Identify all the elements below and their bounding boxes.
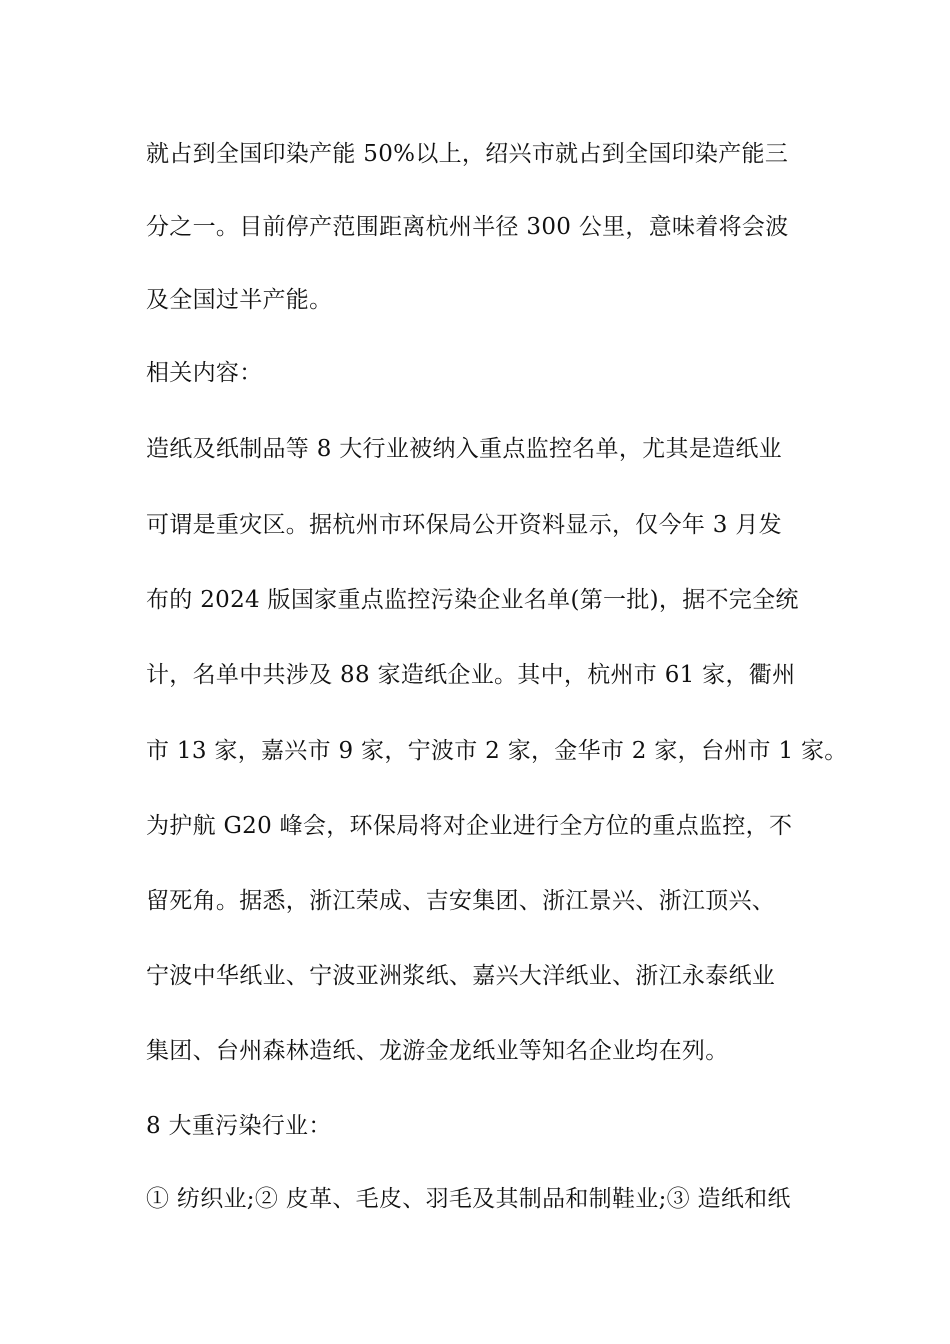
section-heading: 相关内容： [146, 360, 263, 386]
text-line: 造纸及纸制品等 8 大行业被纳入重点监控名单，尤其是造纸业 [146, 436, 782, 462]
text-line: 可谓是重灾区。据杭州市环保局公开资料显示，仅今年 3 月发 [146, 512, 782, 538]
text-line: 市 13 家，嘉兴市 9 家，宁波市 2 家，金华市 2 家，台州市 1 家。 [146, 738, 848, 764]
section-heading: 8 大重污染行业： [146, 1113, 332, 1139]
text-line: 就占到全国印染产能 50%以上，绍兴市就占到全国印染产能三 [146, 141, 789, 167]
text-line: 分之一。目前停产范围距离杭州半径 300 公里，意味着将会波 [146, 214, 789, 240]
text-line: 宁波中华纸业、宁波亚洲浆纸、嘉兴大洋纸业、浙江永泰纸业 [146, 963, 776, 989]
text-line: 为护航 G20 峰会，环保局将对企业进行全方位的重点监控，不 [146, 813, 793, 839]
text-line: 留死角。据悉，浙江荣成、吉安集团、浙江景兴、浙江顶兴、 [146, 888, 776, 914]
text-line: 计，名单中共涉及 88 家造纸企业。其中，杭州市 61 家，衢州 [146, 662, 796, 688]
text-line: 及全国过半产能。 [146, 287, 333, 313]
text-line: 集团、台州森林造纸、龙游金龙纸业等知名企业均在列。 [146, 1038, 729, 1064]
text-line: ① 纺织业;② 皮革、毛皮、羽毛及其制品和制鞋业;③ 造纸和纸 [146, 1186, 791, 1212]
text-line: 布的 2024 版国家重点监控污染企业名单(第一批)，据不完全统 [146, 587, 799, 613]
